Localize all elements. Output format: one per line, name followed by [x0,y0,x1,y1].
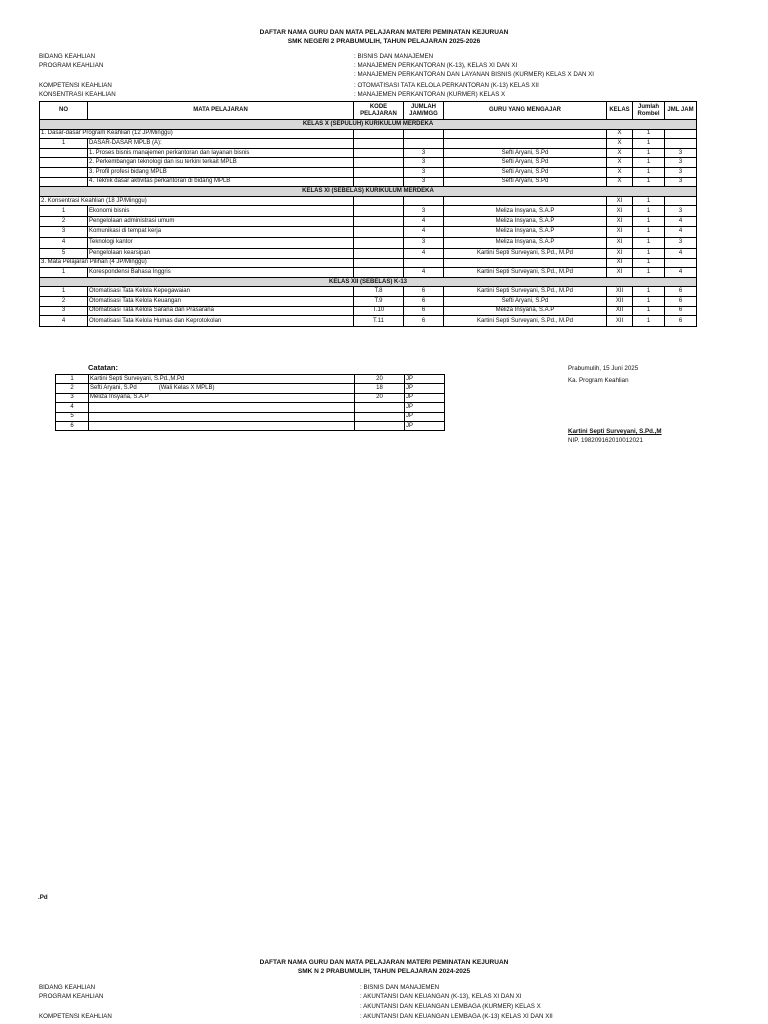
header-jml: JML JAM [665,102,697,120]
subject-table [39,101,697,327]
signature-nip: NIP. 198209162010012021 [568,437,643,444]
info-label-bidang: BIDANG KEAHLIAN [39,53,96,60]
doc2-info-value-program-2: : AKUNTANSI DAN KEUANGAN LEMBAGA (KURMER) KELAS X [360,1003,541,1010]
table-row: 2. Perkembangan teknologi dan isu terkini terkait MPLB 3 Sefti Aryani, S.Pd X 1 3 [40,158,697,168]
notes-table [55,374,445,431]
table-row: 4. Teknik dasar aktivitas perkantoran di bidang MPLB 3 Sefti Aryani, S.Pd X 1 3 [40,177,697,187]
table-row: 3. Profil profesi bidang MPLB 3 Sefti Aryani, S.Pd X 1 3 [40,167,697,177]
table-row: 1 DASAR-DASAR MPLB (A): X 1 [40,139,697,149]
doc-title: DAFTAR NAMA GURU DAN MATA PELAJARAN MATERI PEMINATAN KEJURUAN [259,29,509,36]
signature-place-date: Prabumulih, 15 Juni 2025 [568,365,639,372]
table-row: 6 JP [56,421,445,430]
table-row: 1 Otomatisasi Tata Kelola Kepegawaian T.8 6 Kartini Septi Surveyani, S.Pd., M.Pd XII 1 6 [40,287,697,297]
text-fragment: .Pd [38,894,48,901]
header-mapel: MATA PELAJARAN [88,102,354,120]
table-row: 1 Ekonomi bisnis 3 Meliza Insyana, S.A.P XI 1 3 [40,206,697,217]
doc2-subtitle: SMK N 2 PRABUMULIH, TAHUN PELAJARAN 2024-2025 [297,968,471,975]
doc-subtitle: SMK NEGERI 2 PRABUMULIH, TAHUN PELAJARAN 2025-2026 [287,38,481,45]
table-row: 4 Otomatisasi Tata Kelola Humas dan Keprotokolan T.11 6 Kartini Septi Surveyani, S.Pd., M.Pd XII 1 6 [40,316,697,327]
info-value-kompetensi: : OTOMATISASI TATA KELOLA PERKANTORAN (K-13) KELAS XII [354,82,539,89]
doc2-info-value-bidang: : BISNIS DAN MANAJEMEN [360,984,440,991]
info-value-konsentrasi: : MANAJEMEN PERKANTORAN (KURMER) KELAS X [354,91,506,98]
table-row: 3 Otomatisasi Tata Kelola Sarana dan Prasarana T.10 6 Meliza Insyana, S.A.P XII 1 6 [40,306,697,316]
table-row: 4 JP [56,403,445,412]
table-row: 1 Kartini Septi Surveyani, S.Pd.,M.Pd 20 JP [56,375,445,384]
table-row: 4 Teknologi kantor 3 Meliza Insyana, S.A.P XI 1 3 [40,237,697,248]
header-rombel: Jumlah Rombel [633,102,665,120]
table-header [40,102,697,120]
notes-heading: Catatan: [88,363,119,372]
section-row: KELAS XI (SEBELAS) KURIKULUM MERDEKA [40,187,697,197]
doc2-info-label-program: PROGRAM KEAHLIAN [39,993,104,1000]
table-row: 3 Meliza Insyana, S.A.P 20 JP [56,393,445,402]
table-row: 2 Pengelolaan administrasi umum 4 Meliza Insyana, S.A.P XI 1 4 [40,217,697,227]
info-label-program: PROGRAM KEAHLIAN [39,62,104,69]
info-label-konsentrasi: KONSENTRASI KEAHLIAN [39,91,116,98]
header-jumlah: JUMLAH JAM/MGG [404,102,444,120]
table-row: 1. Proses bisnis manajemen perkantoran dan layanan bisnis 3 Sefti Aryani, S.Pd X 1 3 [40,148,697,158]
header-kode: KODE PELAJARAN [354,102,404,120]
doc2-title: DAFTAR NAMA GURU DAN MATA PELAJARAN MATERI PEMINATAN KEJURUAN [259,959,509,966]
table-row: 5 JP [56,412,445,421]
doc2-info-label-bidang: BIDANG KEAHLIAN [39,984,96,991]
section-row: KELAS XII (SEBELAS) K-13 [40,277,697,287]
header-no: NO [40,102,88,120]
info-value-program-2: : MANAJEMEN PERKANTORAN DAN LAYANAN BISNIS (KURMER) KELAS X DAN XI [354,71,594,78]
group-row: 2. Konsentrasi Keahlian (18 JP/Minggu) XI 1 [40,196,697,206]
section-row: KELAS X (SEPULUH) KURIKULUM MERDEKA [40,120,697,130]
info-value-program: : MANAJEMEN PERKANTORAN (K-13), KELAS XI DAN XI [354,62,518,69]
table-row: 2 Otomatisasi Tata Kelola Keuangan T.9 6 Sefti Aryani, S.Pd XII 1 6 [40,296,697,306]
group-row: 3. Mata Pelajaran Pilihan (4 JP/Minggu) XI 1 [40,258,697,268]
info-value-bidang: : BISNIS DAN MANAJEMEN [354,53,434,60]
table-row: 5 Pengelolaan kearsipan 4 Kartini Septi Surveyani, S.Pd., M.Pd XI 1 4 [40,248,697,258]
doc2-info-value-program: : AKUNTANSI DAN KEUANGAN (K-13), KELAS XI DAN XI [360,993,522,1000]
doc2-info-label-kompetensi: KOMPETENSI KEAHLIAN [39,1013,112,1020]
table-row: 1 Korespondensi Bahasa Inggris 4 Kartini Septi Surveyani, S.Pd., M.Pd XI 1 4 [40,268,697,278]
group-row: 1. Dasar-dasar Program Keahlian (12 JP/Minggu) X 1 [40,129,697,139]
info-label-kompetensi: KOMPETENSI KEAHLIAN [39,82,112,89]
table-row: 2 Sefti Aryani, S.Pd (Wali Kelas X MPLB) 18 JP [56,384,445,393]
signature-role: Ka. Program Keahlian [568,377,629,384]
header-kelas: KELAS [607,102,633,120]
doc2-info-value-kompetensi: : AKUNTANSI DAN KEUANGAN LEMBAGA (K-13) KELAS XI DAN XII [360,1013,553,1020]
signature-name: Kartini Septi Surveyani, S.Pd.,M [568,428,662,435]
header-guru: GURU YANG MENGAJAR [444,102,607,120]
table-row: 3 Komunikasi di tempat kerja 4 Meliza Insyana, S.A.P XI 1 4 [40,226,697,237]
